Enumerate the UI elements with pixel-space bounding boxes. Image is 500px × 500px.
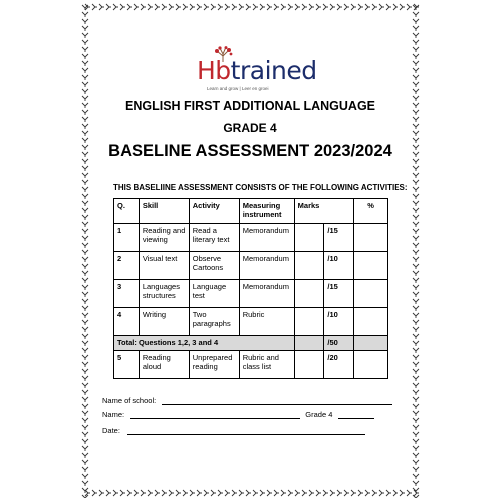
date-label: Date: [102,426,120,435]
border-ornament [413,278,419,283]
border-ornament [148,490,153,496]
border-ornament [113,490,118,496]
border-ornament [413,320,419,325]
border-ornament [323,4,328,10]
border-ornament [413,12,419,17]
date-field [102,426,365,435]
border-ornament [413,61,419,66]
border-ornament [82,404,88,409]
border-ornament [82,341,88,346]
border-ornament [82,19,88,24]
border-ornament [413,215,419,220]
border-ornament [309,4,314,10]
border-ornament [82,166,88,171]
border-ornament [82,26,88,31]
border-ornament [288,490,293,496]
border-ornament [393,4,398,10]
border-ornament [365,4,370,10]
border-ornament [82,376,88,381]
row-marks: /20 [324,351,354,379]
border-ornament [413,187,419,192]
border-ornament [337,490,342,496]
border-ornament [372,490,377,496]
border-ornament [82,40,88,45]
border-ornament [413,180,419,185]
border-ornament [274,490,279,496]
name-field [102,410,374,419]
table-row [114,351,388,379]
border-ornament [413,355,419,360]
border-ornament [82,5,88,10]
border-ornament [82,467,88,472]
border-ornament [267,4,272,10]
border-ornament [82,334,88,339]
border-ornament [413,299,419,304]
border-ornament [413,432,419,437]
hbtrained-logo [197,48,317,98]
border-ornament [413,481,419,486]
border-ornament [413,292,419,297]
border-ornament [92,4,97,10]
border-ornament [82,89,88,94]
border-ornament [413,425,419,430]
border-ornament [260,490,265,496]
border-ornament [82,306,88,311]
border-ornament [82,47,88,52]
row-mark-blank[interactable] [294,351,324,379]
border-ornament [82,82,88,87]
border-ornament [197,490,202,496]
border-ornament [183,490,188,496]
border-ornament [351,4,356,10]
border-ornament [413,369,419,374]
border-ornament [82,12,88,17]
border-ornament [281,4,286,10]
intro-text: THIS BASELIINE ASSESSMENT CONSISTS OF THE FOLLOWING ACTIVITIES: [113,183,408,192]
border-ornament [82,201,88,206]
row-percent[interactable] [354,280,388,308]
border-ornament [82,61,88,66]
border-ornament [358,490,363,496]
border-ornament [316,4,321,10]
border-ornament [82,299,88,304]
border-ornament [413,348,419,353]
border-ornament [413,257,419,262]
border-ornament [176,490,181,496]
row-q: 2 [114,252,140,280]
table-row [114,280,388,308]
border-ornament [413,334,419,339]
row-instrument: Rubric and class list [239,351,294,379]
border-ornament [82,208,88,213]
row-percent[interactable] [354,252,388,280]
border-ornament [82,229,88,234]
subject-heading: ENGLISH FIRST ADDITIONAL LANGUAGE [125,99,375,113]
row-percent[interactable] [354,308,388,336]
border-ornament [218,490,223,496]
border-ornament [358,4,363,10]
row-instrument: Memorandum [239,252,294,280]
row-instrument: Memorandum [239,280,294,308]
row-skill: Visual text [139,252,189,280]
school-label: Name of school: [102,396,157,405]
border-ornament [413,68,419,73]
border-ornament [225,490,230,496]
border-ornament [413,166,419,171]
decorative-border-top [82,2,420,12]
border-ornament [413,208,419,213]
total-label: Total: Questions 1,2, 3 and 4 [114,336,295,351]
row-percent[interactable] [354,224,388,252]
border-ornament [204,4,209,10]
school-input-line[interactable] [162,396,392,405]
border-ornament [134,490,139,496]
border-ornament [148,4,153,10]
border-ornament [246,4,251,10]
border-ornament [82,236,88,241]
border-ornament [82,488,88,493]
border-ornament [82,180,88,185]
border-ornament [82,222,88,227]
border-ornament [211,4,216,10]
row-marks: /10 [324,308,354,336]
border-ornament [176,4,181,10]
border-ornament [413,19,419,24]
border-ornament [204,490,209,496]
border-ornament [413,362,419,367]
border-ornament [82,292,88,297]
border-ornament [82,446,88,451]
border-ornament [413,236,419,241]
border-ornament [344,490,349,496]
border-ornament [82,432,88,437]
border-ornament [82,54,88,59]
border-ornament [413,439,419,444]
border-ornament [302,4,307,10]
border-ornament [413,495,419,498]
border-ornament [113,4,118,10]
row-skill: Reading and viewing [139,224,189,252]
border-ornament [413,453,419,458]
decorative-border-right [411,2,421,498]
header-percent: % [354,199,388,224]
border-ornament [82,327,88,332]
border-ornament [413,341,419,346]
border-ornament [232,490,237,496]
border-ornament [337,4,342,10]
border-ornament [82,68,88,73]
border-ornament [413,376,419,381]
border-ornament [162,490,167,496]
row-q: 1 [114,224,140,252]
logo-trained: trained [230,56,317,85]
border-ornament [82,215,88,220]
row-marks: /10 [324,252,354,280]
row-percent[interactable] [354,351,388,379]
header-activity: Activity [189,199,239,224]
row-skill: Reading aloud [139,351,189,379]
row-activity: Language test [189,280,239,308]
border-ornament [413,460,419,465]
border-ornament [295,4,300,10]
border-ornament [211,490,216,496]
row-skill: Writing [139,308,189,336]
border-ornament [169,490,174,496]
table-total-row [114,336,388,351]
border-ornament [232,4,237,10]
border-ornament [82,271,88,276]
border-ornament [190,490,195,496]
border-ornament [413,26,419,31]
border-ornament [413,47,419,52]
border-ornament [413,467,419,472]
grade-label: Grade 4 [305,410,333,419]
border-ornament [162,4,167,10]
border-ornament [365,490,370,496]
row-q: 4 [114,308,140,336]
border-ornament [316,490,321,496]
border-ornament [274,4,279,10]
border-ornament [120,4,125,10]
table-row [114,252,388,280]
border-ornament [239,490,244,496]
header-measuring: Measuring instrument [239,199,294,224]
row-skill: Languages structures [139,280,189,308]
decorative-border-left [80,2,90,498]
row-activity: Unprepared reading [189,351,239,379]
border-ornament [183,4,188,10]
border-ornament [155,490,160,496]
border-ornament [413,264,419,269]
row-activity: Observe Cartoons [189,252,239,280]
border-ornament [413,404,419,409]
border-ornament [253,4,258,10]
border-ornament [386,4,391,10]
total-percent[interactable] [354,336,388,351]
border-ornament [82,194,88,199]
row-q: 5 [114,351,140,379]
name-input-line[interactable] [130,410,300,419]
border-ornament [400,490,405,496]
border-ornament [413,446,419,451]
date-input-line[interactable] [127,426,365,435]
border-ornament [82,187,88,192]
row-activity: Read a literary text [189,224,239,252]
border-ornament [260,4,265,10]
border-ornament [413,222,419,227]
name-label: Name: [102,410,125,419]
grade-heading: GRADE 4 [223,121,277,135]
border-ornament [413,33,419,38]
border-ornament [413,488,419,493]
header-marks: Marks [294,199,354,224]
border-ornament [413,383,419,388]
border-ornament [82,453,88,458]
border-ornament [309,490,314,496]
border-ornament [82,481,88,486]
border-ornament [302,490,307,496]
border-ornament [351,490,356,496]
border-ornament [330,490,335,496]
border-ornament [253,490,258,496]
border-ornament [413,397,419,402]
border-ornament [82,250,88,255]
border-ornament [413,411,419,416]
row-activity: Two paragraphs [189,308,239,336]
grade-input-line[interactable] [338,410,374,419]
border-ornament [134,4,139,10]
border-ornament [379,490,384,496]
border-ornament [413,271,419,276]
border-ornament [82,411,88,416]
border-ornament [400,4,405,10]
border-ornament [82,243,88,248]
border-ornament [246,490,251,496]
logo-hb: Hb [197,56,231,85]
border-ornament [82,320,88,325]
border-ornament [99,490,104,496]
border-ornament [330,4,335,10]
border-ornament [413,201,419,206]
border-ornament [82,425,88,430]
total-mark-blank[interactable] [294,336,324,351]
activities-table [113,198,388,379]
border-ornament [127,490,132,496]
border-ornament [413,194,419,199]
border-ornament [120,490,125,496]
border-ornament [413,250,419,255]
border-ornament [82,285,88,290]
border-ornament [413,89,419,94]
row-instrument: Rubric [239,308,294,336]
row-q: 3 [114,280,140,308]
border-ornament [197,4,202,10]
border-ornament [82,75,88,80]
table-row [114,224,388,252]
header-skill: Skill [139,199,189,224]
border-ornament [413,418,419,423]
border-ornament [344,4,349,10]
border-ornament [413,474,419,479]
row-mark-blank[interactable] [294,252,324,280]
border-ornament [92,490,97,496]
row-mark-blank[interactable] [294,280,324,308]
border-ornament [413,173,419,178]
border-ornament [82,418,88,423]
border-ornament [239,4,244,10]
border-ornament [106,490,111,496]
border-ornament [218,4,223,10]
border-ornament [82,348,88,353]
border-ornament [225,4,230,10]
border-ornament [82,495,88,498]
border-ornament [413,229,419,234]
border-ornament [99,4,104,10]
row-marks: /15 [324,280,354,308]
border-ornament [386,490,391,496]
border-ornament [413,82,419,87]
border-ornament [82,390,88,395]
table-header-row [114,199,388,224]
border-ornament [82,369,88,374]
assessment-title: BASELINE ASSESSMENT 2023/2024 [108,142,392,160]
border-ornament [413,243,419,248]
border-ornament [82,460,88,465]
border-ornament [82,397,88,402]
border-ornament [82,278,88,283]
border-ornament [82,355,88,360]
border-ornament [141,490,146,496]
border-ornament [82,474,88,479]
border-ornament [379,4,384,10]
border-ornament [413,313,419,318]
border-ornament [190,4,195,10]
border-ornament [141,4,146,10]
border-ornament [155,4,160,10]
border-ornament [281,490,286,496]
border-ornament [82,173,88,178]
border-ornament [413,306,419,311]
border-ornament [127,4,132,10]
border-ornament [413,285,419,290]
row-marks: /15 [324,224,354,252]
logo-wordmark [197,56,317,85]
border-ornament [372,4,377,10]
border-ornament [413,40,419,45]
border-ornament [267,490,272,496]
border-ornament [82,383,88,388]
border-ornament [413,327,419,332]
border-ornament [413,54,419,59]
border-ornament [82,257,88,262]
border-ornament [413,390,419,395]
border-ornament [82,362,88,367]
row-mark-blank[interactable] [294,308,324,336]
header-q: Q. [114,199,140,224]
border-ornament [323,490,328,496]
row-instrument: Memorandum [239,224,294,252]
border-ornament [393,490,398,496]
border-ornament [82,313,88,318]
logo-tagline: Learn and grow | Leer en groei [207,86,269,91]
school-field [102,396,392,405]
border-ornament [106,4,111,10]
border-ornament [82,439,88,444]
border-ornament [413,5,419,10]
border-ornament [169,4,174,10]
total-marks: /50 [324,336,354,351]
border-ornament [413,75,419,80]
table-row [114,308,388,336]
decorative-border-bottom [82,488,420,498]
row-mark-blank[interactable] [294,224,324,252]
border-ornament [82,264,88,269]
border-ornament [288,4,293,10]
border-ornament [82,33,88,38]
border-ornament [295,490,300,496]
